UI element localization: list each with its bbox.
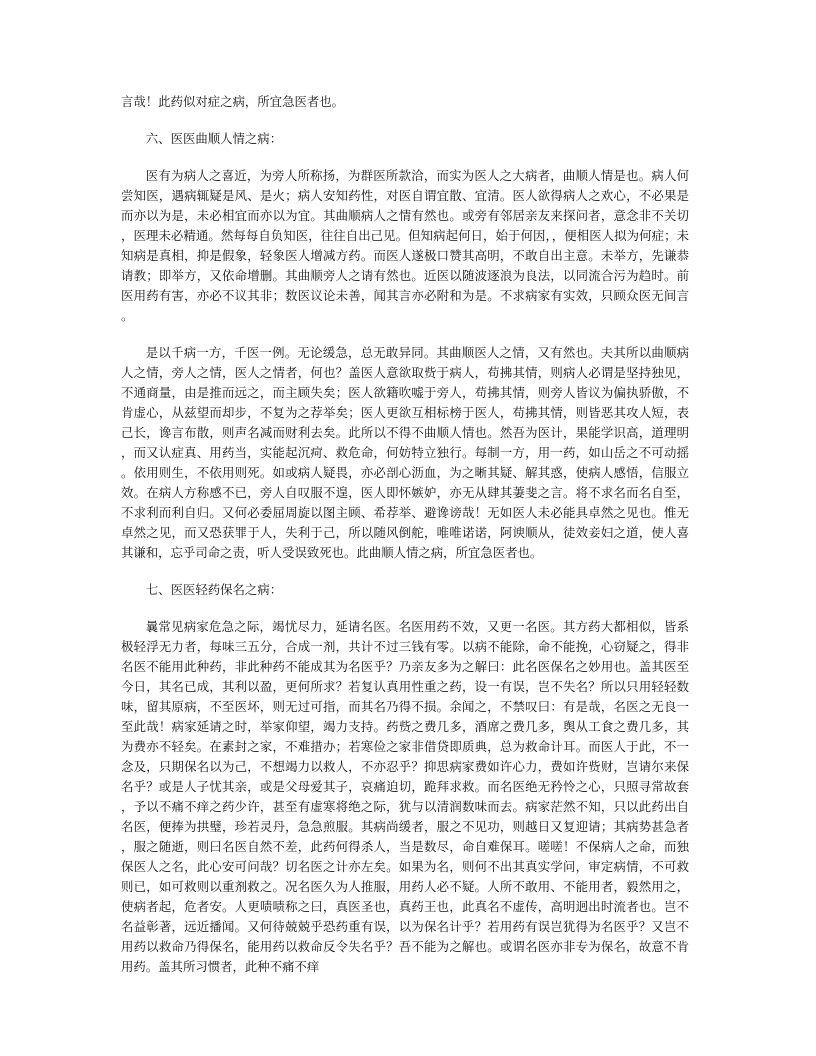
section-heading-6: 六、医医曲顺人情之病：: [145, 131, 283, 146]
paragraph: 医有为病人之喜近，为旁人所称扬，为群医所款洽，而实为医人之大病者，曲顺人情是也。病人何尝知医，遇病辄疑是风、是火；病人安知药性，对医自谓宜散、宜清。医人欲得病人之欢心，不必果是而亦以为是，未必相宜而亦以为宜。其曲顺病人之情有然也。或旁有邻居亲友来探问者，意念非不关切，医理未必精通。然每每自负知医，往往自出己见。但知病起何日，始于何因，，便相医人拟为何症；未知病是真相，抑是假象，轻象医人增减方药。而医人遂极口赞其高明，不敢自出主意。未举方，先谦恭请教；即举方，又依命增删。其曲顺旁人之请有然也。近医以随波逐浪为良法，以同流合污为趋时。前医用药有害，亦必不议其非；数医议论未善，闻其言亦必附和为是。不求病家有实效，只顾众医无间言。: [121, 168, 689, 323]
section-heading-7: 七、医医轻药保名之病：: [145, 582, 283, 597]
paragraph: 曩常见病家危急之际，竭忧尽力，延请名医。名医用药不效，又更一名医。其方药大都相似，皆系极轻浮无力者，每味三五分，合成一剂，共计不过三钱有零。以病不能除，命不能挽，心窃疑之，得非名医不能用此种药，非此种药不能成其为名医乎？乃亲友多为之解曰：此名医保名之妙用也。盖其医至今日，其名已成，其利以盈，更何所求？若复认真用性重之药，设一有误，岂不失名？所以只用轻轻数味，留其原病，不至医坏，则无过可指，而其名乃得不损。余闻之，不禁叹曰：有是哉，名医之无良一至此哉！病家延请之时，举家仰望，竭力支持。药赀之费几多，酒席之费几多，舆从工食之费几多，其为费亦不轻矣。在素封之家，不难措办；若寒俭之家非借贷即质典，总为救命计耳。而医人于此，不一念及，只期保名以为己，不想竭力以救人，不亦忍乎？抑思病家费如许心力，费如许赀财，岂请尔来保名乎？或是人子忧其亲，或是父母爱其子，哀痛迫切，跪拜求救。而名医绝无矜怜之心，只照寻常故套，予以不痛不痒之药少许，甚至有虚寒将绝之际，犹与以清润数味而去。病家茫然不知，只以此药出自名医，便捧为拱璧，珍若灵丹，急急煎服。其病尚缓者，服之不见功，则越日又复迎请；其病势甚急者，服之随逝，则曰名医自然不差，此药何得杀人，当是数尽，命自难保耳。嗟嗟！不保病人之命，而独保医人之名，此心安可问哉？切名医之计亦左矣。如果为名，则何不出其真实学问，审定病情，不可救则已，如可救则以重剂救之。况名医久为人推服，用药人必不疑。人所不敢用、不能用者，毅然用之，使病者起，危者安。人更啧啧称之曰，真医圣也，真药王也，此真名不虚传，高明迥出时流者也。岂不名益彰著，远近播闻。又何待兢兢乎恐药重有误，以为保名计乎？若用药有误岂犹得为名医乎？又岂不用药以救命乃得保名，能用药以救命反令失名乎？吾不能为之解也。或谓名医亦非专为保名，故意不肯用药。盖其所习惯者，此种不痛不痒: [121, 619, 689, 974]
paragraph-continuation: 言哉！此药似对症之病，所宜急医者也。: [121, 94, 345, 109]
paragraph: 是以千病一方，千医一例。无论缓急，总无敢异同。其曲顺医人之情，又有然也。夫其所以曲顺病人之情，旁人之情，医人之情者，何也？盖医人意欲取赀于病人，苟拂其情，则病人必谓是坚持独见，不通商量，由是推而远之，而主顾失矣；医人欲籍吹嘘于旁人，苟拂其情，则旁人皆议为偏执骄傲，不肯虚心，从兹望而却步，不复为之荐举矣；医人更欲互相标榜于医人，苟拂其情，则皆恶其攻人短，表己长，谗言布散，则声名减而财利去矣。此所以不得不曲顺人情也。然吾为医计，果能学识高，道理明，而又认症真、用药当，实能起沉疴、救危命，何妨特立独行。每制一方，用一药，如山岳之不可动摇。依用则生，不依用则死。如或病人疑畏，亦必剖心沥血，为之晰其疑、解其惑，使病人感悟，信服立效。在病人方称感不已，旁人自叹服不遑，医人即怀嫉妒，亦无从肆其萋斐之言。将不求名而名自至，不求利而利自归。又何必委屈周旋以图主顾、希荐举、避谗谤哉！无如医人未必能具卓然之见也。惟无卓然之见，而又恐获罪于人，失利于己，所以随风倒舵，唯唯诺诺，阿谀顺从，徒效妾妇之道，使人喜其谦和，忘乎司命之责，听人受误致死也。此曲顺人情之病，所宜急医者也。: [121, 345, 689, 560]
document-page: [121, 92, 689, 994]
